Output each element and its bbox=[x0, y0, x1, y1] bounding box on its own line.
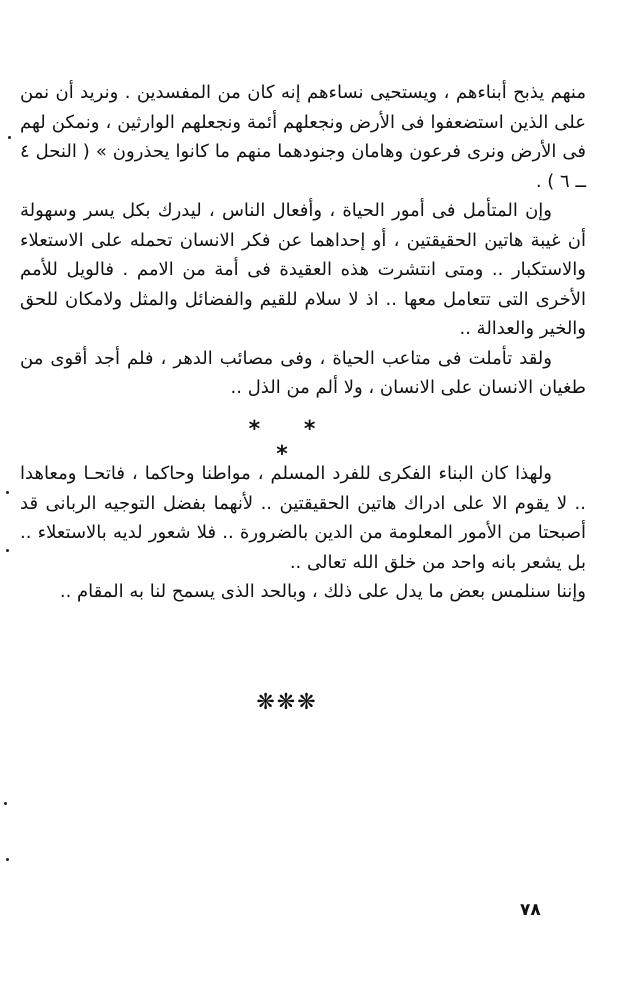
paragraph-tyranny: ولقد تأملت فى متاعب الحياة ، وفى مصائب الدهر ، فلم أجد أقوى من طغيان الانسان على الانسان ، ولا ألم من الذل .. bbox=[20, 347, 586, 398]
scan-speck bbox=[4, 802, 7, 805]
paragraph-muslim-thought: ولهذا كان البناء الفكرى للفرد المسلم ، مواطنا وحاكما ، فاتحـا ومعاهدا .. لا يقوم الا على ادراك هاتين الحقيقتين .. لأنهما بفضل التوجيه الربانى قد أصبحتا من الأمور المعلومة من الدين بالضرورة .. فلا شعور لديه بالاستعلاء .. بل يشعر بانه واحد من خلق الله تعالى .. bbox=[20, 463, 586, 573]
scan-speck bbox=[6, 549, 9, 552]
section-2-text bbox=[20, 459, 586, 607]
section-separator: * * * bbox=[248, 417, 334, 467]
scan-speck bbox=[8, 136, 11, 139]
end-ornament: ❋❋❋ bbox=[256, 690, 318, 715]
page-number: ٧٨ bbox=[520, 900, 541, 920]
paragraph-reflection: وإن المتأمل فى أمور الحياة ، وأفعال الناس ، ليدرك بكل يسر وسهولة أن غيبة هاتين الحقيقتين ، أو إحداهما عن فكر الانسان تحمله على الاستعلاء والاستكبار .. ومتى انتشرت هذه العقيدة فى أمة من الامم . فالويل للأمم الأخرى التى تتعامل معها .. اذ لا سلام للقيم والفضائل والمثل ولامكان للحق والخير والعدالة .. bbox=[20, 200, 586, 339]
scan-speck bbox=[6, 491, 9, 494]
scan-speck bbox=[6, 858, 9, 861]
paragraph-conclusion: وإننا سنلمس بعض ما يدل على ذلك ، وبالحد الذى يسمح لنا به المقام .. bbox=[59, 581, 586, 602]
section-1-text bbox=[20, 78, 586, 403]
paragraph-quran-quote: منهم يذبح أبناءهم ، ويستحيى نساءهم إنه كان من المفسدين . ونريد أن نمن على الذين استضعفوا فى الأرض ونجعلهم أئمة ونجعلهم الوارثين ، ونمكن لهم فى الأرض ونرى فرعون وهامان وجنودهما منهم ما كانوا يحذرون » ( النحل ٤ ــ ٦ ) . bbox=[20, 82, 586, 192]
